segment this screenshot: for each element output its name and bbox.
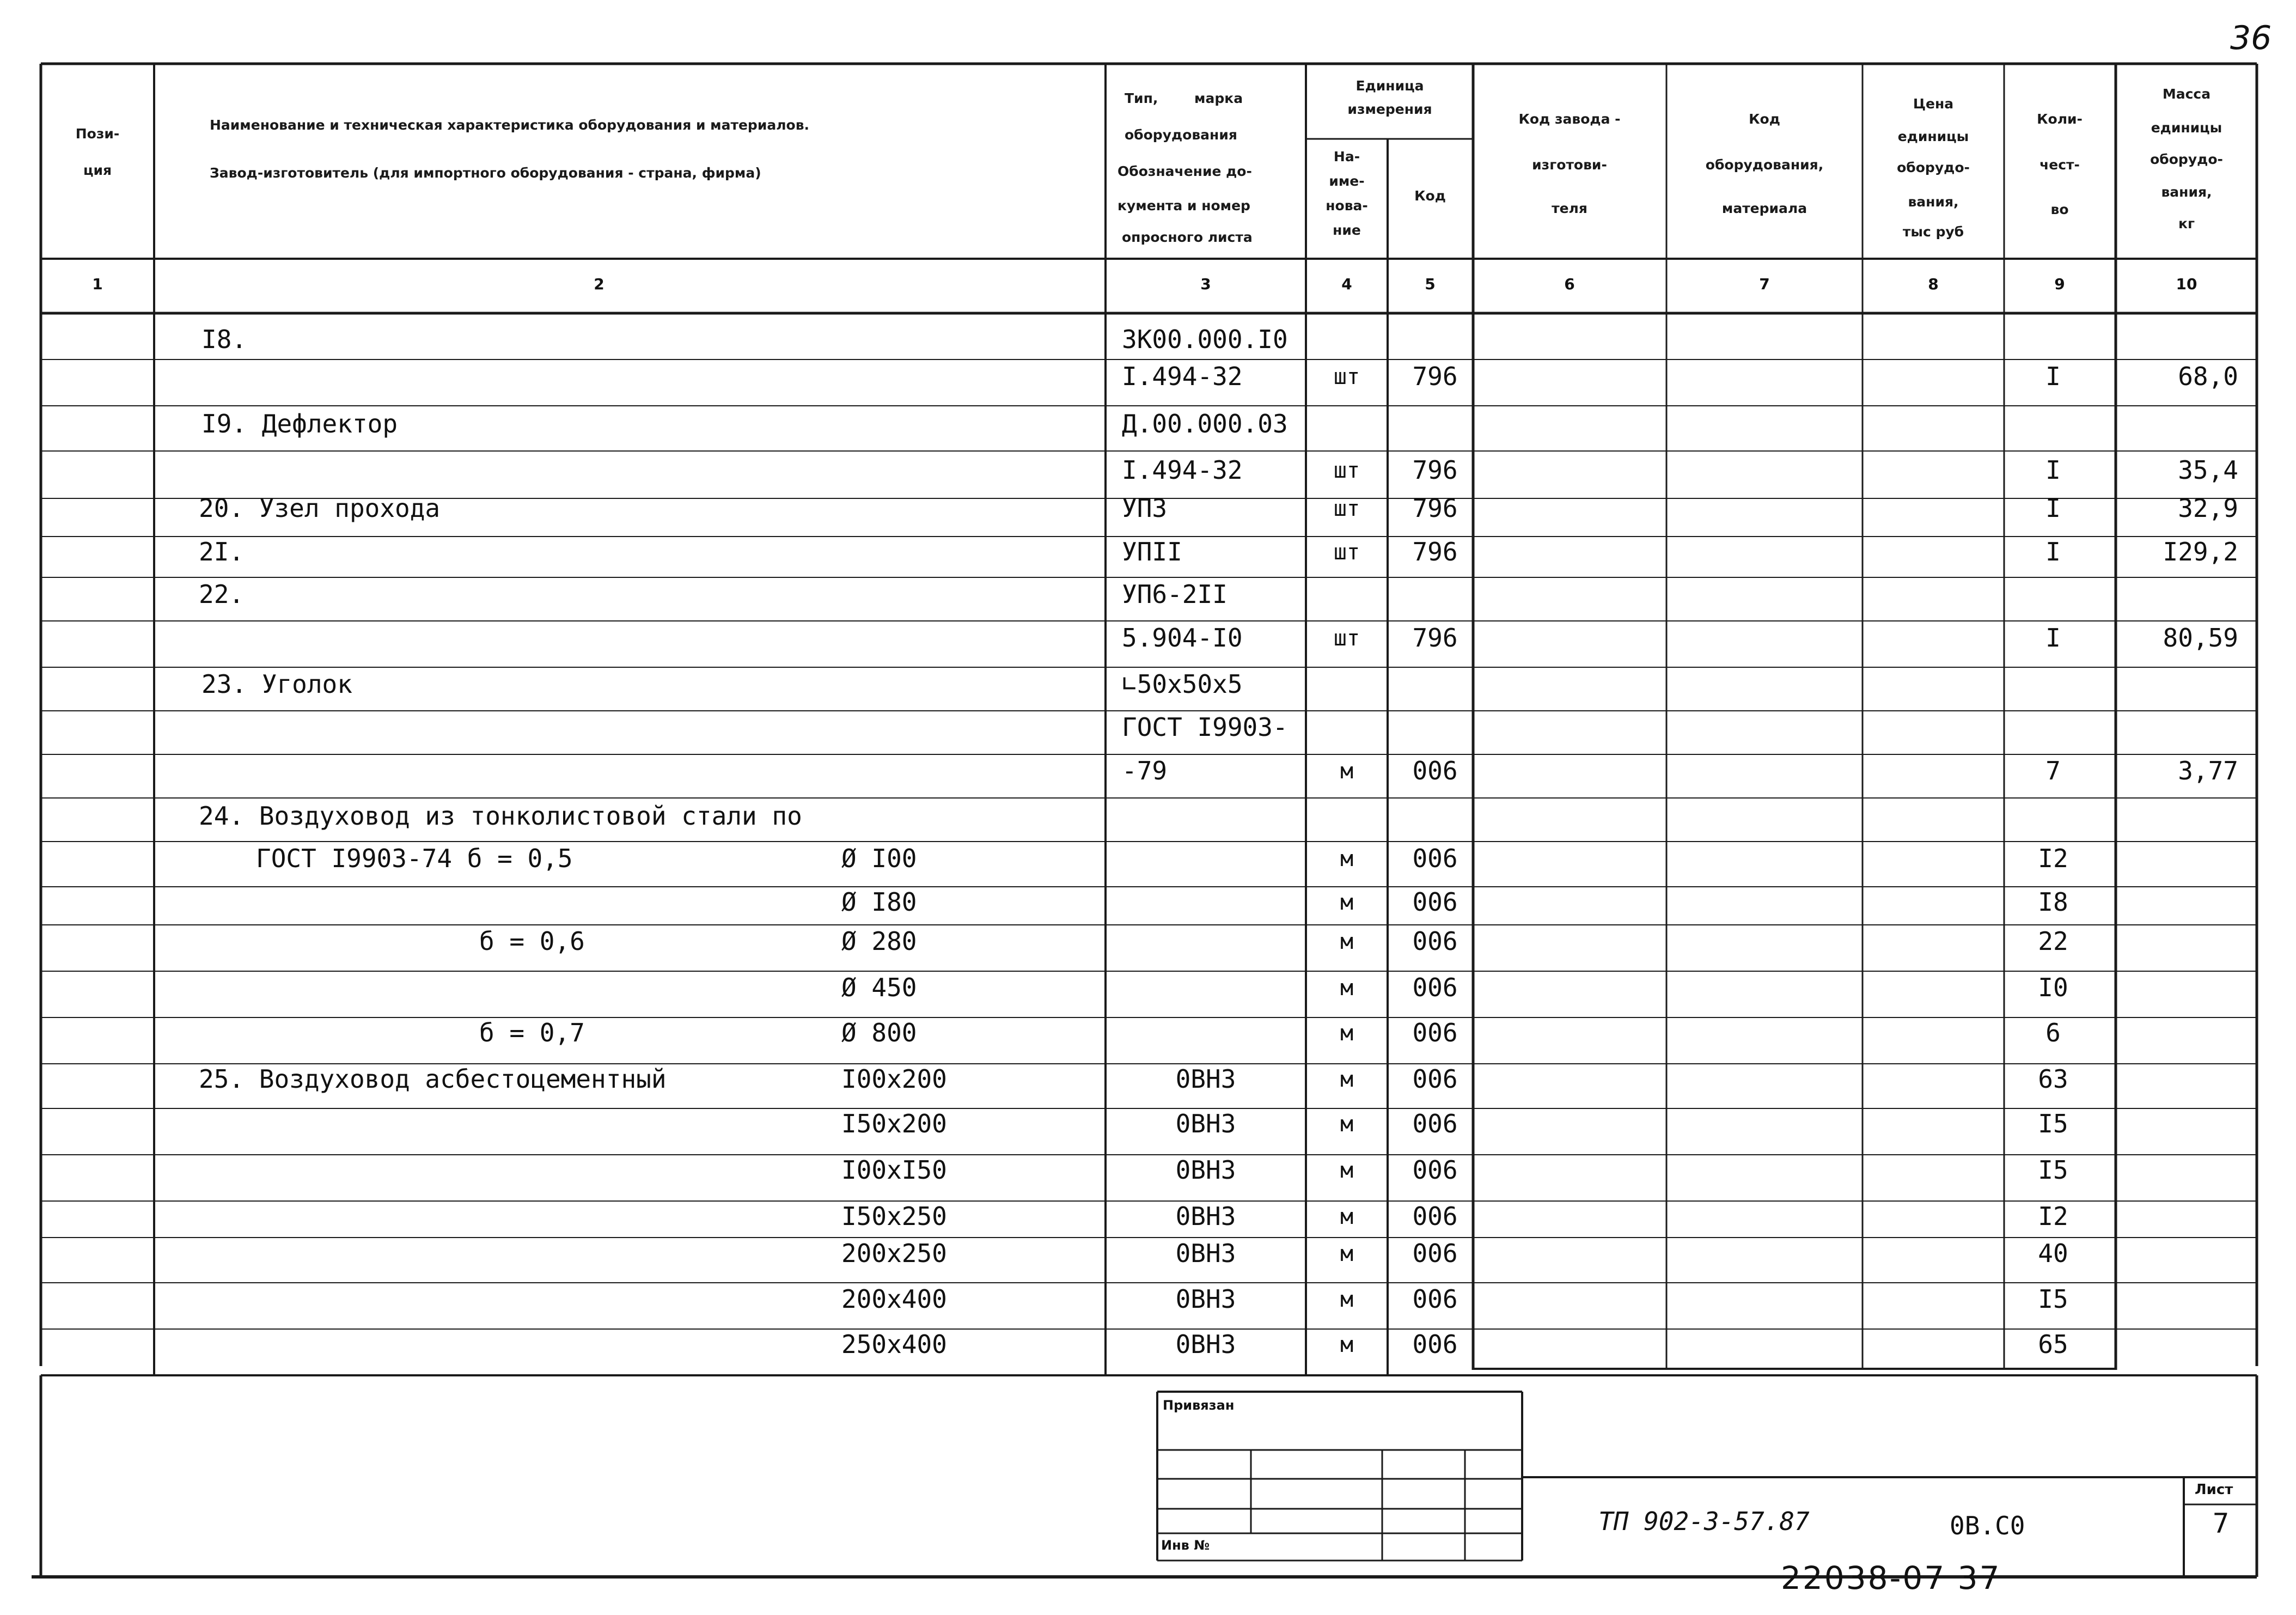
header-price-3: оборудо- [1897,160,1970,175]
item-unit-code: 006 [1412,1330,1458,1359]
item-unit: шт [1333,458,1360,483]
item-unit: шт [1333,364,1360,389]
item-size: 200x250 [841,1239,947,1268]
item-qty: I [2045,493,2061,523]
header-price-4: вания, [1908,194,1959,210]
item-qty: I5 [2038,1109,2068,1138]
column-number: 9 [2054,275,2065,293]
item-qty: I0 [2038,973,2068,1002]
column-number: 4 [1341,275,1352,293]
privyazan-label: Привязан [1163,1398,1235,1413]
item-unit-code: 006 [1412,1202,1458,1231]
item-unit-code: 006 [1412,1239,1458,1268]
item-unit-code: 006 [1412,1018,1458,1047]
item-unit: м [1340,759,1354,784]
item-size: Ø 450 [841,973,917,1002]
header-type-5: опросного листа [1122,229,1253,245]
item-unit-code: 006 [1412,756,1458,785]
item-unit-code: 006 [1412,887,1458,917]
item-mass: 68,0 [2178,362,2238,391]
item-unit: м [1340,929,1354,954]
page-number: 36 [2230,19,2272,57]
header-qty-1: Коли- [2037,111,2083,127]
item-qty: 63 [2038,1064,2068,1094]
header-plant-3: теля [1552,200,1587,216]
item-size: 200x400 [841,1284,947,1314]
item-type: 5.904-I0 [1122,623,1243,653]
stamp-number: 22038-07 37 [1781,1559,2001,1596]
item-unit: м [1340,1112,1354,1137]
item-size: Ø 280 [841,927,917,956]
item-unit: м [1340,1287,1354,1312]
header-unit-name-4: ние [1333,222,1361,238]
item-unit: м [1340,1021,1354,1046]
item-type: ГОСТ I9903- [1122,712,1288,742]
column-number: 5 [1425,275,1436,293]
item-qty: 6 [2045,1018,2061,1047]
column-number: 7 [1759,275,1770,293]
item-mass: 32,9 [2178,493,2238,523]
item-name: 20. Узел прохода [199,493,441,523]
header-unit-1: Единица [1355,78,1424,94]
item-type: ∟50x50x5 [1122,669,1243,699]
item-unit: м [1340,1158,1354,1183]
header-qty-2: чест- [2039,157,2080,173]
item-qty: I [2045,623,2061,653]
header-unit-code: Код [1414,188,1446,204]
header-mass-5: кг [2178,216,2195,231]
sheet-label: Лист [2195,1482,2233,1498]
item-size: Ø 800 [841,1018,917,1047]
project-code: ТП 902-3-57.87 [1598,1507,1810,1536]
item-unit-code: 006 [1412,973,1458,1002]
header-unit-name-1: На- [1333,149,1360,164]
item-type: I.494-32 [1122,362,1243,391]
item-qty: 7 [2045,756,2061,785]
header-name-2: Завод-изготовитель (для импортного оборудования - страна, фирма) [210,165,761,181]
item-name: 24. Воздуховод из тонколистовой стали по [199,801,802,831]
sheet-code: 0В.С0 [1950,1511,2025,1540]
header-pos-1: Пози- [75,126,120,142]
header-price-5: тыс руб [1902,224,1964,240]
header-name-1: Наименование и техническая характеристика оборудования и материалов. [210,117,810,133]
item-qty: 22 [2038,927,2068,956]
item-type: 0ВН3 [1175,1155,1236,1185]
item-type: Д.00.000.03 [1122,409,1288,438]
item-unit-code: 006 [1412,927,1458,956]
header-equip-3: материала [1721,200,1808,216]
item-unit-code: 006 [1412,1155,1458,1185]
item-qty: I5 [2038,1284,2068,1314]
item-size: I00xI50 [841,1155,947,1185]
item-qty: I8 [2038,887,2068,917]
item-unit: м [1340,1332,1354,1357]
item-size: Ø I00 [841,844,917,873]
item-qty: 40 [2038,1239,2068,1268]
item-name: ГОСТ I9903-74 б = 0,5 [256,844,573,873]
item-mass: 3,77 [2178,756,2238,785]
item-unit-code: 006 [1412,1284,1458,1314]
item-name: I9. Дефлектор [201,409,398,438]
header-equip-1: Код [1749,111,1780,127]
item-unit-code: 796 [1412,537,1458,566]
item-unit: шт [1333,496,1360,521]
item-name: 25. Воздуховод асбестоцементный [199,1064,667,1094]
item-type: 0ВН3 [1175,1064,1236,1094]
header-mass-4: вания, [2161,184,2212,200]
item-name: 2I. [199,537,245,566]
item-unit-code: 006 [1412,1109,1458,1138]
item-name: I8. [201,325,247,354]
column-number: 8 [1928,275,1939,293]
column-number: 1 [92,275,103,293]
item-type: -79 [1122,756,1168,785]
item-unit: м [1340,976,1354,1001]
header-mass-2: единицы [2151,120,2222,136]
header-price-1: Цена [1913,96,1954,112]
header-unit-name-2: име- [1329,173,1365,189]
item-size: 250x400 [841,1330,947,1359]
item-unit-code: 006 [1412,1064,1458,1094]
item-type: 3К00.000.I0 [1122,325,1288,354]
column-number: 6 [1564,275,1575,293]
header-mass-1: Масса [2162,86,2211,102]
header-price-2: единицы [1897,129,1969,144]
item-unit-code: 796 [1412,455,1458,485]
item-qty: I2 [2038,1202,2068,1231]
item-qty: I2 [2038,844,2068,873]
header-plant-2: изготови- [1532,157,1607,173]
item-name: 22. [199,580,245,609]
sheet-number: 7 [2213,1508,2230,1539]
item-unit: м [1340,890,1354,915]
column-number: 3 [1200,275,1211,293]
item-size: Ø I80 [841,887,917,917]
item-unit: м [1340,846,1354,872]
item-unit-code: 006 [1412,844,1458,873]
item-mass: I29,2 [2163,537,2238,566]
header-type-2: оборудования [1125,127,1237,143]
item-unit: шт [1333,540,1360,565]
header-type-4: кумента и номер [1118,198,1250,214]
item-unit: м [1340,1067,1354,1092]
item-type: 0ВН3 [1175,1330,1236,1359]
item-type: УПII [1122,537,1182,566]
item-qty: I [2045,362,2061,391]
item-unit: м [1340,1204,1354,1229]
item-qty: I [2045,455,2061,485]
item-unit-code: 796 [1412,493,1458,523]
item-unit-code: 796 [1412,623,1458,653]
item-name: б = 0,7 [479,1018,585,1047]
item-size: I00x200 [841,1064,947,1094]
item-type: УП6-2II [1122,580,1228,609]
inventory-number-label: Инв № [1161,1538,1210,1553]
header-qty-3: во [2050,202,2069,217]
header-type-3: Обозначение до- [1118,163,1252,179]
header-pos-2: ция [83,162,112,178]
item-type: 0ВН3 [1175,1109,1236,1138]
header-equip-2: оборудования, [1705,157,1824,173]
item-qty: 65 [2038,1330,2068,1359]
item-size: I50x200 [841,1109,947,1138]
header-mass-3: оборудо- [2150,151,2223,167]
item-name: 23. Уголок [201,669,352,699]
column-number: 2 [594,275,604,293]
item-name: б = 0,6 [479,927,585,956]
item-mass: 35,4 [2178,455,2238,485]
header-unit-name-3: нова- [1326,198,1368,214]
item-type: I.494-32 [1122,455,1243,485]
item-type: 0ВН3 [1175,1239,1236,1268]
item-unit: м [1340,1241,1354,1266]
item-qty: I5 [2038,1155,2068,1185]
header-type-1: Тип, марка [1125,90,1243,106]
item-size: I50x250 [841,1202,947,1231]
item-type: УП3 [1122,493,1168,523]
item-type: 0ВН3 [1175,1202,1236,1231]
item-mass: 80,59 [2163,623,2238,653]
item-unit-code: 796 [1412,362,1458,391]
column-number: 10 [2176,275,2197,293]
item-unit: шт [1333,626,1360,651]
header-unit-2: измерения [1347,101,1432,117]
item-qty: I [2045,537,2061,566]
item-type: 0ВН3 [1175,1284,1236,1314]
header-plant-1: Код завода - [1518,111,1621,127]
